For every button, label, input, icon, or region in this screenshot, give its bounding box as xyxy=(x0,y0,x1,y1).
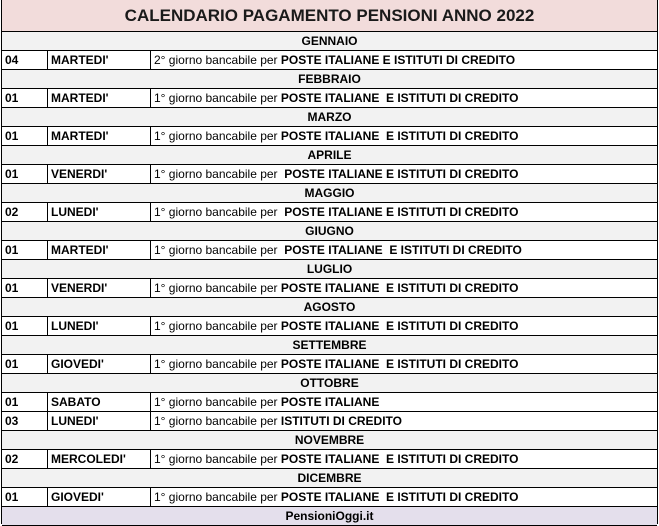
weekday: LUNEDI' xyxy=(48,203,151,221)
table-row xyxy=(2,241,657,260)
weekday: MARTEDI' xyxy=(48,241,151,259)
month-header-febbraio: FEBBRAIO xyxy=(2,70,657,89)
payment-description xyxy=(151,279,657,297)
payment-day: 01 xyxy=(2,317,48,335)
table-row xyxy=(2,51,657,70)
payment-day: 01 xyxy=(2,241,48,259)
payment-day: 01 xyxy=(2,127,48,145)
weekday: GIOVEDI' xyxy=(48,488,151,506)
table-row xyxy=(2,165,657,184)
weekday: VENERDI' xyxy=(48,279,151,297)
payment-target: POSTE ITALIANE E ISTITUTI DI CREDITO xyxy=(280,91,519,105)
table-row xyxy=(2,393,657,412)
payment-description xyxy=(151,317,657,335)
payment-target: POSTE ITALIANE E ISTITUTI DI CREDITO xyxy=(280,281,519,295)
description-prefix: 1° giorno bancabile per xyxy=(154,243,285,257)
month-header-aprile: APRILE xyxy=(2,146,657,165)
month-header-giugno: GIUGNO xyxy=(2,222,657,241)
payment-description xyxy=(151,450,657,468)
description-prefix: 2° giorno bancabile per xyxy=(154,53,281,67)
table-row xyxy=(2,317,657,336)
table-row xyxy=(2,89,657,108)
description-prefix: 1° giorno bancabile per xyxy=(154,414,281,428)
payment-description xyxy=(151,393,657,411)
payment-description xyxy=(151,412,657,430)
payment-target: POSTE ITALIANE E ISTITUTI DI CREDITO xyxy=(284,205,519,219)
payment-day: 01 xyxy=(2,488,48,506)
month-header-agosto: AGOSTO xyxy=(2,298,657,317)
payment-description xyxy=(151,355,657,373)
description-prefix: 1° giorno bancabile per xyxy=(154,319,281,333)
payment-target: POSTE ITALIANE E ISTITUTI DI CREDITO xyxy=(280,490,519,504)
pension-calendar-table xyxy=(1,0,658,524)
table-row xyxy=(2,279,657,298)
month-header-maggio: MAGGIO xyxy=(2,184,657,203)
table-row xyxy=(2,355,657,374)
month-header-settembre: SETTEMBRE xyxy=(2,336,657,355)
payment-description xyxy=(151,241,657,259)
weekday: MERCOLEDI' xyxy=(48,450,151,468)
weekday: MARTEDI' xyxy=(48,127,151,145)
description-prefix: 1° giorno bancabile per xyxy=(154,167,285,181)
payment-description xyxy=(151,488,657,506)
payment-description xyxy=(151,89,657,107)
month-header-novembre: NOVEMBRE xyxy=(2,431,657,450)
payment-target: POSTE ITALIANE E ISTITUTI DI CREDITO xyxy=(280,452,519,466)
table-title: CALENDARIO PAGAMENTO PENSIONI ANNO 2022 xyxy=(2,0,657,32)
table-row xyxy=(2,127,657,146)
payment-target: POSTE ITALIANE xyxy=(280,395,380,409)
description-prefix: 1° giorno bancabile per xyxy=(154,490,281,504)
payment-target: POSTE ITALIANE E ISTITUTI DI CREDITO xyxy=(280,53,516,67)
weekday: GIOVEDI' xyxy=(48,355,151,373)
month-header-luglio: LUGLIO xyxy=(2,260,657,279)
payment-target: POSTE ITALIANE E ISTITUTI DI CREDITO xyxy=(280,357,519,371)
description-prefix: 1° giorno bancabile per xyxy=(154,357,281,371)
description-prefix: 1° giorno bancabile per xyxy=(154,452,281,466)
payment-day: 01 xyxy=(2,165,48,183)
payment-target: POSTE ITALIANE E ISTITUTI DI CREDITO xyxy=(280,319,519,333)
payment-day: 04 xyxy=(2,51,48,69)
table-row xyxy=(2,450,657,469)
weekday: LUNEDI' xyxy=(48,317,151,335)
weekday: MARTEDI' xyxy=(48,51,151,69)
payment-target: POSTE ITALIANE E ISTITUTI DI CREDITO xyxy=(284,167,519,181)
payment-day: 02 xyxy=(2,450,48,468)
month-header-gennaio: GENNAIO xyxy=(2,32,657,51)
month-header-marzo: MARZO xyxy=(2,108,657,127)
description-prefix: 1° giorno bancabile per xyxy=(154,91,281,105)
payment-day: 01 xyxy=(2,89,48,107)
weekday: LUNEDI' xyxy=(48,412,151,430)
payment-target: ISTITUTI DI CREDITO xyxy=(280,414,403,428)
table-body xyxy=(2,32,657,507)
footer-source: PensioniOggi.it xyxy=(2,507,657,526)
payment-day: 03 xyxy=(2,412,48,430)
payment-day: 02 xyxy=(2,203,48,221)
description-prefix: 1° giorno bancabile per xyxy=(154,281,281,295)
payment-day: 01 xyxy=(2,393,48,411)
payment-day: 01 xyxy=(2,355,48,373)
weekday: SABATO xyxy=(48,393,151,411)
payment-target: POSTE ITALIANE E ISTITUTI DI CREDITO xyxy=(280,129,519,143)
description-prefix: 1° giorno bancabile per xyxy=(154,395,281,409)
weekday: VENERDI' xyxy=(48,165,151,183)
month-header-ottobre: OTTOBRE xyxy=(2,374,657,393)
description-prefix: 1° giorno bancabile per xyxy=(154,129,281,143)
table-row xyxy=(2,203,657,222)
payment-day: 01 xyxy=(2,279,48,297)
payment-description xyxy=(151,51,657,69)
table-row xyxy=(2,412,657,431)
weekday: MARTEDI' xyxy=(48,89,151,107)
payment-description xyxy=(151,165,657,183)
payment-description xyxy=(151,127,657,145)
table-row xyxy=(2,488,657,507)
payment-description xyxy=(151,203,657,221)
month-header-dicembre: DICEMBRE xyxy=(2,469,657,488)
description-prefix: 1° giorno bancabile per xyxy=(154,205,285,219)
payment-target: POSTE ITALIANE E ISTITUTI DI CREDITO xyxy=(284,243,522,257)
